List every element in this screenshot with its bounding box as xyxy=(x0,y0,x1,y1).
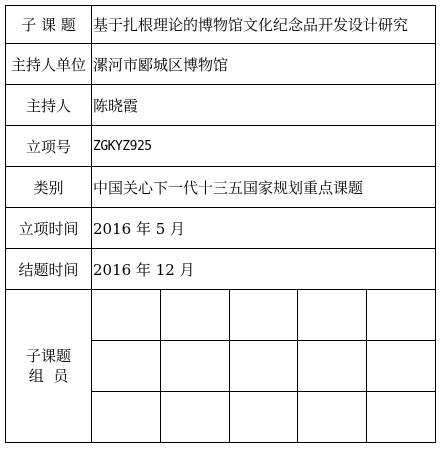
member-cell[interactable] xyxy=(161,392,230,443)
row-start-date xyxy=(6,208,436,249)
member-cell[interactable] xyxy=(161,290,230,341)
member-cell[interactable] xyxy=(229,341,298,392)
row-host-unit xyxy=(6,44,436,85)
members-grid-row xyxy=(92,290,435,341)
end-date-value: 2016 年 12 月 xyxy=(92,249,436,290)
row-host xyxy=(6,85,436,126)
row-subproject xyxy=(6,6,436,44)
host-value: 陈晓霞 xyxy=(92,85,436,126)
members-grid-container xyxy=(92,290,436,443)
row-members xyxy=(6,290,436,443)
members-label-line2: 组 员 xyxy=(28,367,69,385)
members-grid-row xyxy=(92,392,435,443)
row-category xyxy=(6,167,436,208)
start-date-label: 立项时间 xyxy=(6,208,92,249)
member-cell[interactable] xyxy=(92,392,161,443)
subproject-value: 基于扎根理论的博物馆文化纪念品开发设计研究 xyxy=(92,6,436,44)
members-grid xyxy=(92,290,435,442)
host-unit-label: 主持人单位 xyxy=(6,44,92,85)
members-label xyxy=(6,290,92,443)
host-label: 主持人 xyxy=(6,85,92,126)
member-cell[interactable] xyxy=(298,341,367,392)
members-label-line1: 子课题 xyxy=(25,347,71,365)
row-end-date xyxy=(6,249,436,290)
project-number-label: 立项号 xyxy=(6,126,92,167)
start-date-value: 2016 年 5 月 xyxy=(92,208,436,249)
member-cell[interactable] xyxy=(366,341,435,392)
project-info-table xyxy=(5,5,436,443)
member-cell[interactable] xyxy=(366,290,435,341)
category-label: 类别 xyxy=(6,167,92,208)
member-cell[interactable] xyxy=(298,290,367,341)
member-cell[interactable] xyxy=(161,341,230,392)
project-number-value: ZGKYZ925 xyxy=(92,126,436,167)
member-cell[interactable] xyxy=(92,341,161,392)
member-cell[interactable] xyxy=(298,392,367,443)
member-cell[interactable] xyxy=(229,392,298,443)
end-date-label: 结题时间 xyxy=(6,249,92,290)
members-grid-row xyxy=(92,341,435,392)
member-cell[interactable] xyxy=(92,290,161,341)
subproject-label: 子 课 题 xyxy=(6,6,92,44)
category-value: 中国关心下一代十三五国家规划重点课题 xyxy=(92,167,436,208)
member-cell[interactable] xyxy=(366,392,435,443)
row-project-number xyxy=(6,126,436,167)
host-unit-value: 漯河市郾城区博物馆 xyxy=(92,44,436,85)
member-cell[interactable] xyxy=(229,290,298,341)
